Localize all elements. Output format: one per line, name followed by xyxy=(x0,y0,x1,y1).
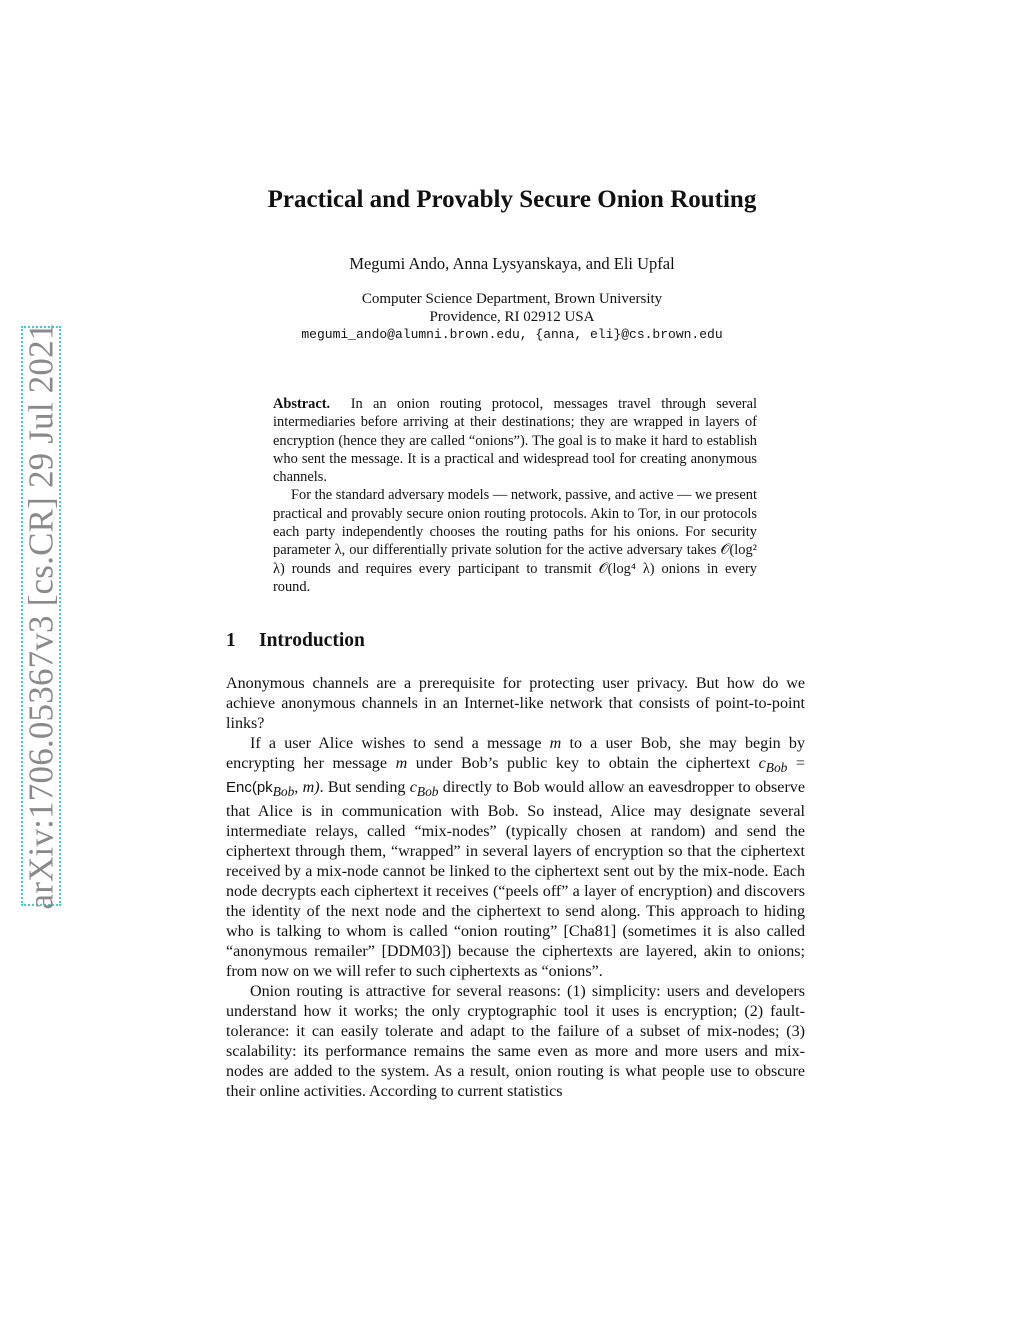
affiliation-location: Providence, RI 02912 USA xyxy=(429,309,595,325)
abstract-paragraph-1 xyxy=(273,395,757,486)
paper-title: Practical and Provably Secure Onion Routing xyxy=(267,186,757,213)
affiliation-block xyxy=(0,290,1024,344)
section-number: 1 xyxy=(226,630,236,651)
enc-function: Enc(pk xyxy=(226,779,273,797)
author-list: Megumi Ando, Anna Lysyanskaya, and Eli Upfal xyxy=(349,254,675,273)
rounds-complexity: 𝒪(log² λ) xyxy=(273,542,757,577)
arxiv-identifier-box xyxy=(21,322,61,910)
ciphertext-var: c xyxy=(758,755,766,772)
body-text xyxy=(226,674,805,1102)
abstract-text-2a: For the standard adversary models — network, passive, and active — we present practical and provably secure onion routing protocols. Akin to Tor, in our protocols each party independently chooses the routing paths for his onions. For security parameter λ, our differentially private solution for the active adversary takes xyxy=(273,487,757,559)
body-text-2e: directly to Bob would allow an eavesdropper to observe that Alice is in communication with Bob. So instead, Alice may designate several intermediate relays, called “mix-nodes” (typically chosen at random) and send the ciphertext through them, “wrapped” in several layers of encryption so that the ciphertext received by a mix-node cannot be linked to the ciphertext sent out by the mix-node. Each node decrypts each ciphertext it receives (“peels off” a layer of encryption) and discovers the identity of the next node and the ciphertext to send along. This approach to hiding who is talking to whom is called “onion routing” [Cha81] (sometimes it is also called “anonymous remailer” [DDM03]) because the ciphertexts are layered, akin to onions; from now on we will refer to such ciphertexts as “onions”. xyxy=(226,779,806,981)
affiliation-department: Computer Science Department, Brown University xyxy=(361,291,663,307)
body-text-2b: to a user Bob, she may begin by encrypting her message xyxy=(226,735,805,772)
abstract-paragraph-2 xyxy=(273,486,757,596)
ciphertext-var-2: c xyxy=(409,779,417,797)
arxiv-identifier: arXiv:1706.05367v3 [cs.CR] 29 Jul 2021 xyxy=(21,322,61,910)
ciphertext-subscript-2: Bob xyxy=(416,784,439,800)
abstract-label: Abstract. xyxy=(273,396,331,412)
section-heading xyxy=(226,630,365,652)
body-text-2a: If a user Alice wishes to send a message xyxy=(250,735,550,752)
abstract xyxy=(273,395,757,596)
onions-complexity: 𝒪(log⁴ λ) xyxy=(598,560,655,577)
message-var: m xyxy=(549,735,562,752)
abstract-text-1: In an onion routing protocol, messages travel through several intermediaries before arriving at their destinations; they are wrapped in layers of encryption (hence they are called “onions”). The goal is to make it hard to establish who sent the message. It is a practical and widespread tool for creating anonymous channels. xyxy=(273,396,757,486)
abstract-text-2c: onions in every round. xyxy=(273,560,757,595)
enc-subscript: Bob xyxy=(272,784,295,800)
abstract-text-2b: rounds and requires every participant to transmit xyxy=(284,560,599,577)
enc-args: , m) xyxy=(294,779,320,797)
equals-sign: = xyxy=(787,755,805,772)
body-paragraph-2 xyxy=(226,734,805,982)
body-text-2c: under Bob’s public key to obtain the ciphertext xyxy=(407,755,759,772)
body-paragraph-3: Onion routing is attractive for several reasons: (1) simplicity: users and developers understand how it works; the only cryptographic tool it uses is encryption; (2) fault-tolerance: it can easily tolerate and adapt to the failure of a subset of mix-nodes; (3) scalability: its performance remains the same even as more and more users and mix-nodes are added to the system. As a result, onion routing is what people use to obscure their online activities. According to current statistics xyxy=(226,983,805,1101)
body-text-2d: . But sending xyxy=(319,779,410,797)
author-emails: megumi_ando@alumni.brown.edu, {anna, eli}@cs.brown.edu xyxy=(301,327,723,342)
section-title: Introduction xyxy=(259,630,365,651)
ciphertext-subscript: Bob xyxy=(765,760,788,776)
message-var-2: m xyxy=(395,755,408,772)
body-paragraph-1: Anonymous channels are a prerequisite for protecting user privacy. But how do we achieve anonymous channels in an Internet-like network that consists of point-to-point links? xyxy=(226,675,805,732)
